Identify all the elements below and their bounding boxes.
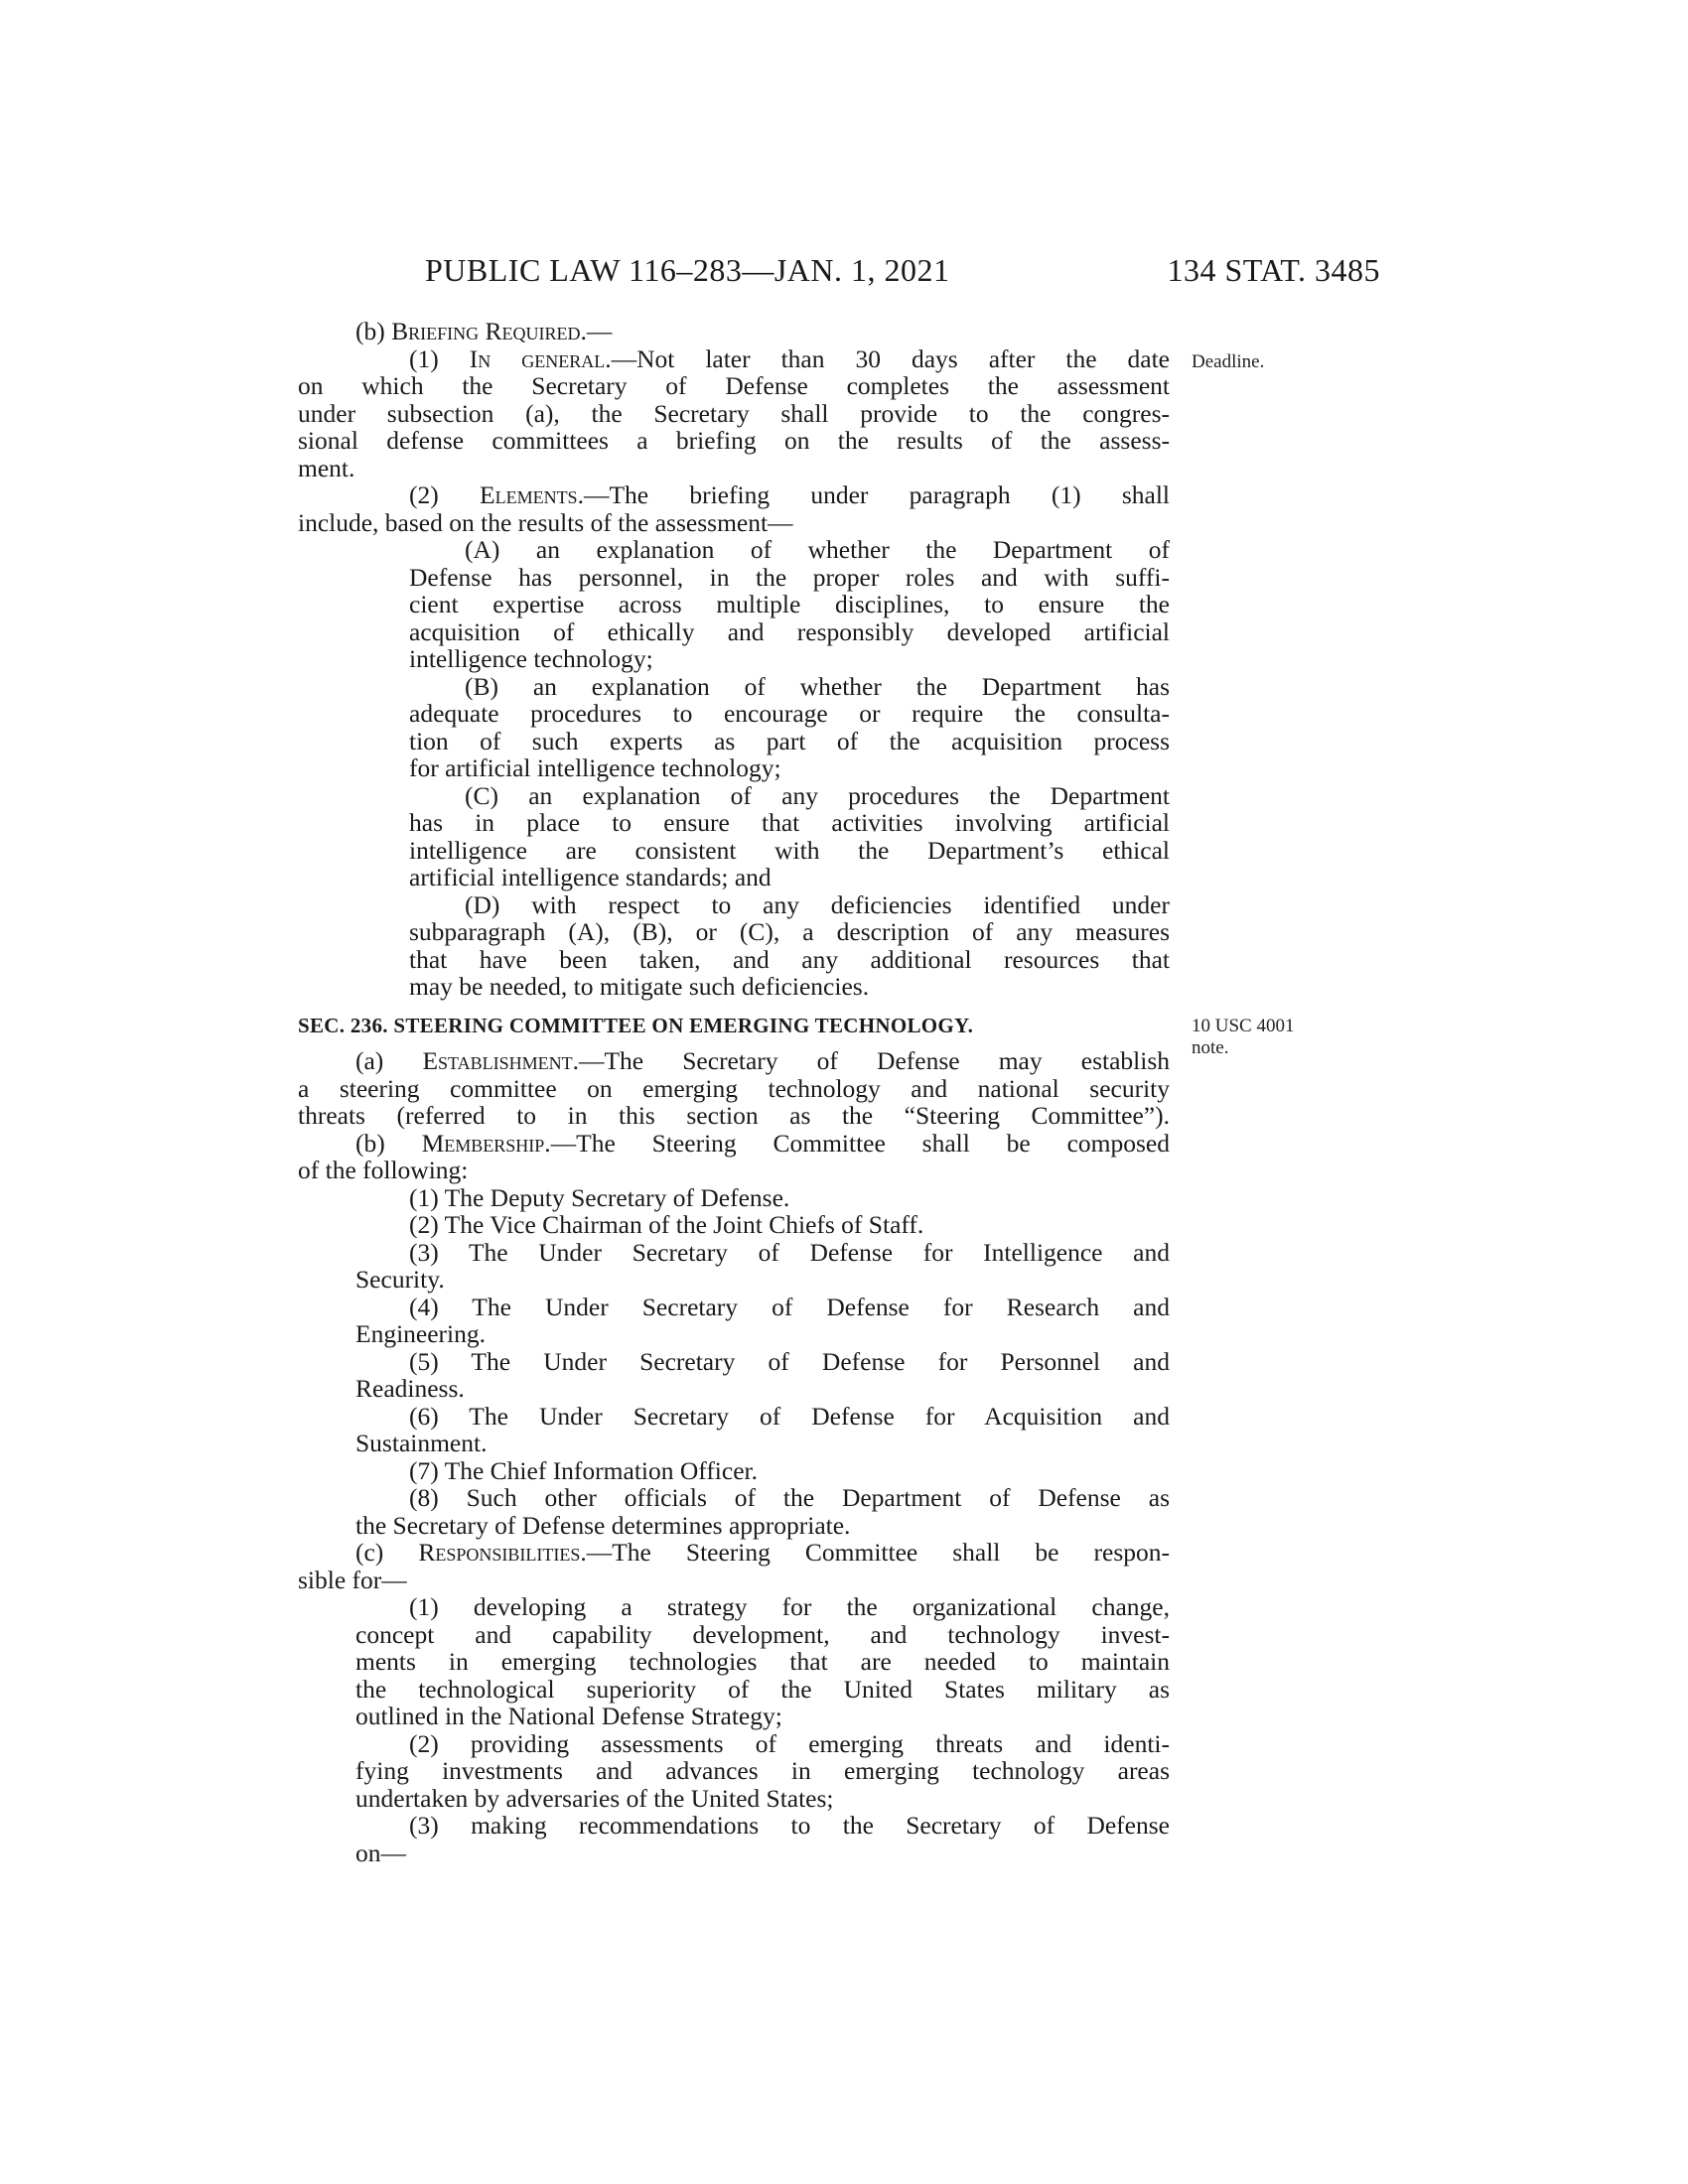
establishment-line: threats (referred to in this section as the “Steering Committee”). — [298, 1101, 1170, 1130]
subparagraph-a-line: cient expertise across multiple disciplines, to ensure the — [409, 590, 1170, 618]
establishment-line: (a) Establishment.—The Secretary of Defense may establish — [355, 1046, 1170, 1075]
responsibility-1-line: outlined in the National Defense Strategy; — [355, 1702, 782, 1730]
member-item: (6) The Under Secretary of Defense for Acquisition and — [409, 1401, 1170, 1431]
law-title: PUBLIC LAW 116–283—JAN. 1, 2021 — [425, 252, 950, 288]
responsibility-1-line: concept and capability development, and technology invest- — [355, 1619, 1170, 1649]
subparagraph-a-line: (A) an explanation of whether the Department of — [465, 535, 1170, 564]
responsibility-1-line: ments in emerging technologies that are needed to maintain — [355, 1647, 1170, 1676]
subparagraph-c-line: has in place to ensure that activities involving artificial — [409, 808, 1170, 837]
usc-line-2: note. — [1192, 1037, 1229, 1058]
member-item: (1) The Deputy Secretary of Defense. — [409, 1182, 790, 1212]
subparagraph-d-line: (D) with respect to any deficiencies identified under — [465, 889, 1170, 919]
member-item-cont: the Secretary of Defense determines appropriate. — [355, 1510, 851, 1540]
briefing-p2-line: include, based on the results of the assessment— — [298, 507, 793, 537]
responsibility-3-line: (3) making recommendations to the Secretary of Defense — [409, 1811, 1170, 1840]
briefing-p1-line: under subsection (a), the Secretary shall provide to the congres- — [298, 398, 1170, 428]
member-item: (7) The Chief Information Officer. — [409, 1455, 758, 1485]
subparagraph-c-line: artificial intelligence standards; and — [409, 863, 772, 891]
member-item: (5) The Under Secretary of Defense for Personnel and — [409, 1346, 1170, 1376]
subparagraph-b-line: for artificial intelligence technology; — [409, 753, 781, 782]
briefing-p1-line: sional defense committees a briefing on the results of the assess- — [298, 426, 1170, 455]
briefing-heading: (b) Briefing Required.— — [355, 317, 613, 345]
subparagraph-c-line: intelligence are consistent with the Department’s ethical — [409, 835, 1170, 865]
member-item: (2) The Vice Chairman of the Joint Chiefs of Staff. — [409, 1210, 924, 1239]
member-item-cont: Sustainment. — [355, 1429, 488, 1457]
member-item: (3) The Under Secretary of Defense for Intelligence and — [409, 1237, 1170, 1267]
margin-note-usc-citation — [1192, 1016, 1331, 1059]
section-heading: SEC. 236. STEERING COMMITTEE ON EMERGING TECHNOLOGY. — [298, 1013, 974, 1037]
running-head — [298, 250, 1380, 290]
subparagraph-a-line: intelligence technology; — [409, 644, 653, 673]
subparagraph-a-line: Defense has personnel, in the proper roles and with suffi- — [409, 562, 1170, 592]
subparagraph-a-line: acquisition of ethically and responsibly developed artificial — [409, 616, 1170, 646]
member-item: (4) The Under Secretary of Defense for Research and — [409, 1292, 1170, 1321]
usc-line-1: 10 USC 4001 — [1192, 1016, 1295, 1036]
body-text — [298, 318, 1170, 1866]
subparagraph-d-line: may be needed, to mitigate such deficiencies. — [409, 972, 870, 1001]
membership-line: (b) Membership.—The Steering Committee shall be composed — [355, 1128, 1170, 1158]
subparagraph-d-line: subparagraph (A), (B), or (C), a description of any measures — [409, 917, 1170, 946]
responsibilities-line: sible for— — [298, 1565, 407, 1594]
margin-note-deadline: Deadline. — [1192, 351, 1265, 372]
subparagraph-b-line: adequate procedures to encourage or require the consulta- — [409, 699, 1170, 728]
responsibility-1-line: the technological superiority of the United States military as — [355, 1674, 1170, 1704]
subparagraph-d-line: that have been taken, and any additional resources that — [409, 944, 1170, 974]
briefing-p1-line: ment. — [298, 453, 355, 482]
establishment-line: a steering committee on emerging technology and national security — [298, 1073, 1170, 1103]
responsibility-2-line: (2) providing assessments of emerging threats and identi- — [409, 1728, 1170, 1758]
subparagraph-c-line: (C) an explanation of any procedures the Department — [465, 780, 1170, 810]
responsibilities-line: (c) Responsibilities.—The Steering Committee shall be respon- — [355, 1538, 1170, 1567]
member-item-cont: Engineering. — [355, 1319, 486, 1348]
responsibility-2-line: undertaken by adversaries of the United States; — [355, 1783, 834, 1813]
responsibility-3-line: on— — [355, 1838, 406, 1867]
responsibility-1-line: (1) developing a strategy for the organizational change, — [409, 1592, 1170, 1621]
member-item-cont: Security. — [355, 1265, 445, 1294]
member-item: (8) Such other officials of the Department of Defense as — [409, 1483, 1170, 1512]
member-item-cont: Readiness. — [355, 1374, 465, 1403]
subparagraph-b-line: tion of such experts as part of the acquisition process — [409, 726, 1170, 755]
briefing-p1-line: (1) In general.—Not later than 30 days after the date — [409, 343, 1171, 373]
membership-line: of the following: — [298, 1156, 469, 1184]
briefing-p2-line: (2) Elements.—The briefing under paragraph (1) shall — [409, 480, 1170, 509]
briefing-p1-line: on which the Secretary of Defense completes the assessment — [298, 371, 1170, 400]
subparagraph-b-line: (B) an explanation of whether the Department has — [465, 671, 1170, 701]
responsibility-2-line: fying investments and advances in emerging technology areas — [355, 1756, 1170, 1785]
stat-page-number: 134 STAT. 3485 — [1167, 252, 1380, 288]
